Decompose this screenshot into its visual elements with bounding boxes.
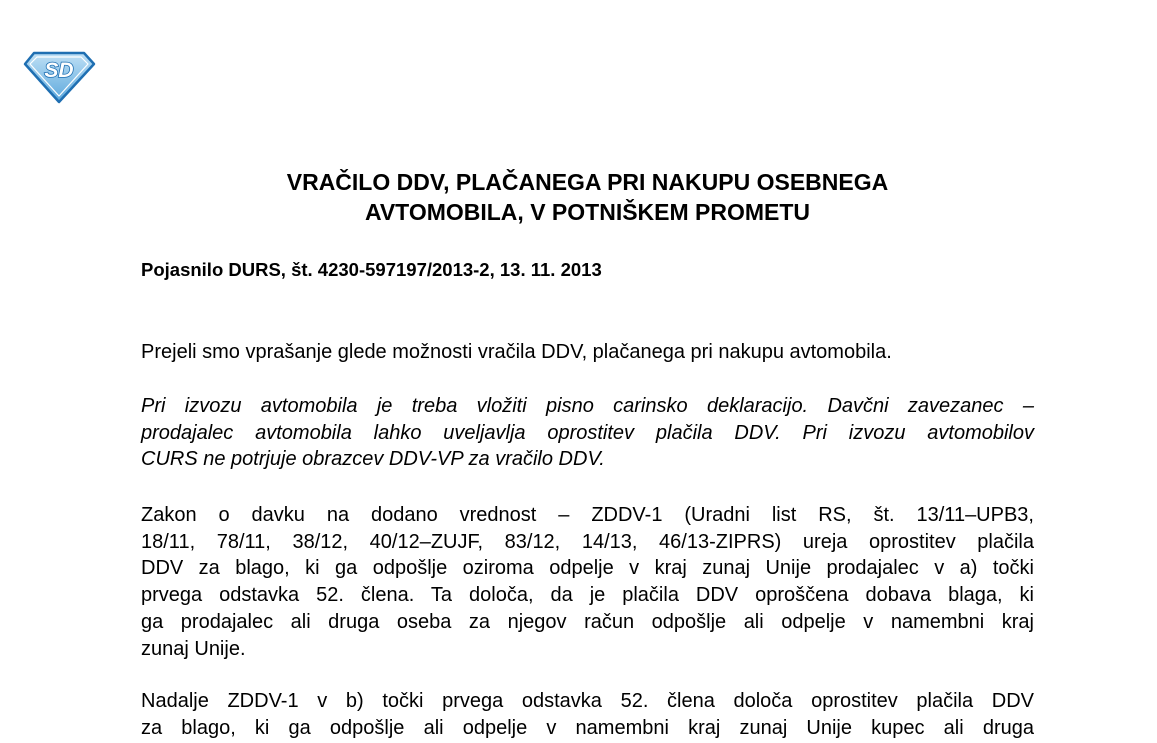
paragraph-2 bbox=[141, 393, 1034, 473]
paragraph-1 bbox=[141, 339, 1034, 366]
paragraph-line: Pri izvozu avtomobila je treba vložiti pisno carinsko deklaracijo. Davčni zavezanec – bbox=[141, 395, 1034, 417]
paragraph-line: DDV za blago, ki ga odpošlje oziroma odpelje v kraj zunaj Unije prodajalec v a) točki bbox=[141, 557, 1034, 580]
paragraph-3 bbox=[141, 502, 1034, 662]
paragraph-line: Prejeli smo vprašanje glede možnosti vračila DDV, plačanega pri nakupu avtomobila. bbox=[141, 341, 892, 363]
paragraph-line: CURS ne potrjuje obrazcev DDV-VP za vračilo DDV. bbox=[141, 448, 605, 471]
paragraph-4 bbox=[141, 688, 1034, 741]
paragraph-line: ga prodajalec ali druga oseba za njegov račun odpošlje ali odpelje v namembni kraj bbox=[141, 610, 1034, 633]
document-subtitle: Pojasnilo DURS, št. 4230-597197/2013-2, 13. 11. 2013 bbox=[141, 259, 602, 280]
paragraph-line: za blago, ki ga odpošlje ali odpelje v namembni kraj zunaj Unije kupec ali druga bbox=[141, 716, 1034, 739]
paragraph-line: 18/11, 78/11, 38/12, 40/12–ZUJF, 83/12, 14/13, 46/13-ZIPRS) ureja oprostitev plačila bbox=[141, 530, 1034, 553]
paragraph-line: zunaj Unije. bbox=[141, 637, 246, 660]
paragraph-line: prvega odstavka 52. člena. Ta določa, da je plačila DDV oproščena dobava blaga, ki bbox=[141, 584, 1034, 607]
sd-logo-icon bbox=[22, 50, 96, 104]
logo-lettering: SD bbox=[44, 59, 74, 82]
document-title bbox=[141, 167, 1034, 227]
paragraph-line: Nadalje ZDDV-1 v b) točki prvega odstavka 52. člena določa oprostitev plačila DDV bbox=[141, 690, 1034, 712]
paragraph-line: Zakon o davku na dodano vrednost – ZDDV-1 (Uradni list RS, št. 13/11–UPB3, bbox=[141, 504, 1034, 526]
paragraph-line: prodajalec avtomobila lahko uveljavlja oprostitev plačila DDV. Pri izvozu avtomobilov bbox=[141, 421, 1034, 444]
document-title-line2: AVTOMOBILA, V POTNIŠKEM PROMETU bbox=[364, 199, 811, 225]
document-title-line1: VRAČILO DDV, PLAČANEGA PRI NAKUPU OSEBNEGA bbox=[286, 169, 889, 195]
